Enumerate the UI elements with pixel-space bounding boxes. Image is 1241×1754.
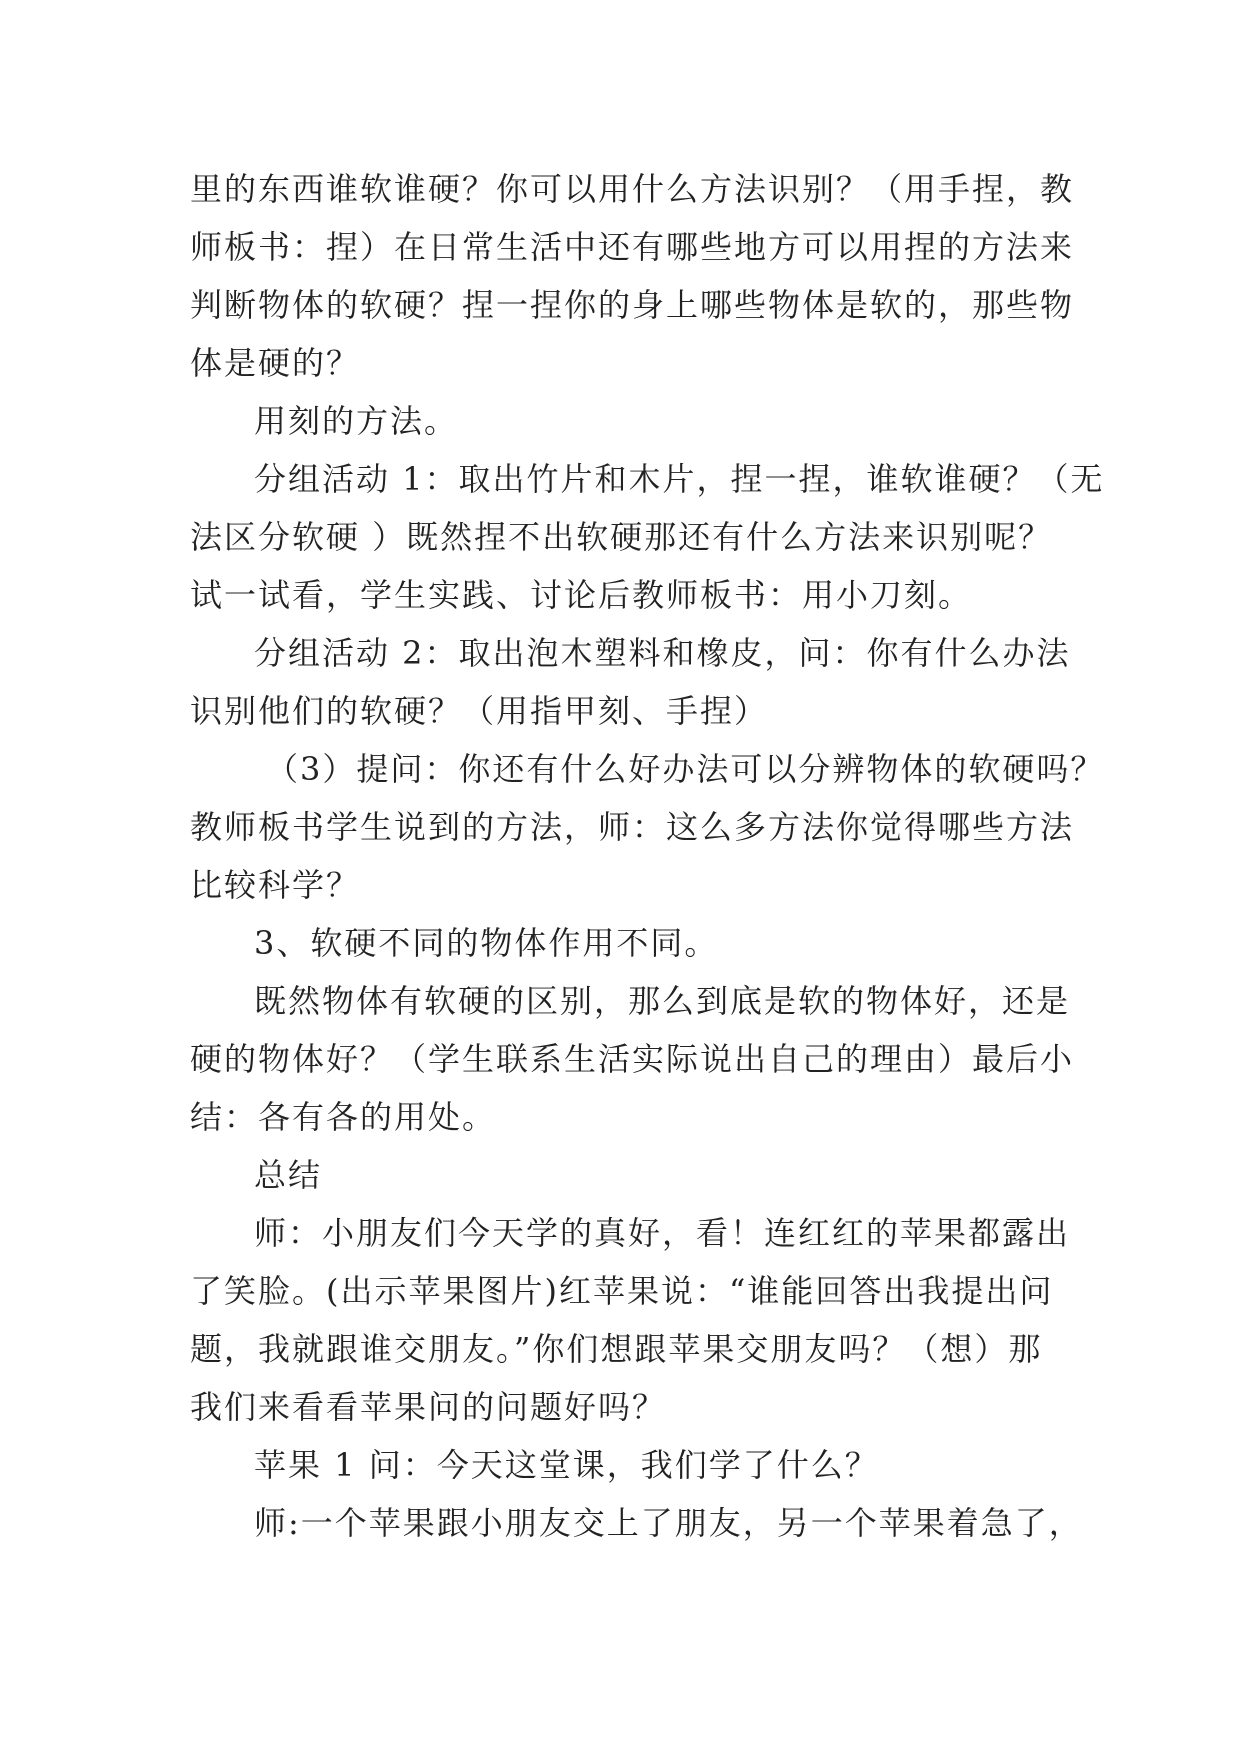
document-body [190,160,1105,1552]
text-line: 硬的物体好？（学生联系生活实际说出自己的理由）最后小 [190,1040,1075,1078]
text-line: 既然物体有软硬的区别，那么到底是软的物体好，还是 [254,982,1071,1020]
text-line: 我们来看看苹果问的问题好吗？ [190,1388,667,1426]
text-line: 试一试看，学生实践、讨论后教师板书：用小刀刻。 [190,576,973,614]
text-line: 教师板书学生说到的方法，师：这么多方法你觉得哪些方法 [190,808,1075,846]
text-line: （3）提问：你还有什么好办法可以分辨物体的软硬吗？ [266,750,1105,788]
text-line: 用刻的方法。 [254,402,459,440]
text-line: 3、软硬不同的物体作用不同。 [254,924,719,962]
text-line: 分组活动 2：取出泡木塑料和橡皮，问：你有什么办法 [254,634,1071,672]
text-line: 分组活动 1：取出竹片和木片，捏一捏，谁软谁硬？（无 [254,460,1105,498]
text-line: 总结 [254,1156,323,1194]
text-line: 比较科学？ [190,866,361,904]
text-line: 判断物体的软硬？捏一捏你的身上哪些物体是软的，那些物 [190,286,1075,324]
text-line: 法区分软硬 ）既然捏不出软硬那还有什么方法来识别呢？ [190,518,1053,556]
text-line: 师板书：捏）在日常生活中还有哪些地方可以用捏的方法来 [190,228,1075,266]
text-line: 里的东西谁软谁硬？你可以用什么方法识别？（用手捏，教 [190,170,1075,208]
text-line: 体是硬的？ [190,344,361,382]
text-line: 了笑脸。(出示苹果图片)红苹果说：“谁能回答出我提出问 [190,1272,1054,1310]
text-line: 识别他们的软硬？（用指甲刻、手捏） [190,692,769,730]
text-line: 结：各有各的用处。 [190,1098,497,1136]
text-line: 苹果 1 问：今天这堂课，我们学了什么？ [254,1446,879,1484]
text-line: 师：小朋友们今天学的真好，看！连红红的苹果都露出 [254,1214,1071,1252]
text-line: 题，我就跟谁交朋友。”你们想跟苹果交朋友吗？（想）那 [190,1330,1043,1368]
text-line: 师:一个苹果跟小朋友交上了朋友，另一个苹果着急了， [254,1504,1083,1542]
